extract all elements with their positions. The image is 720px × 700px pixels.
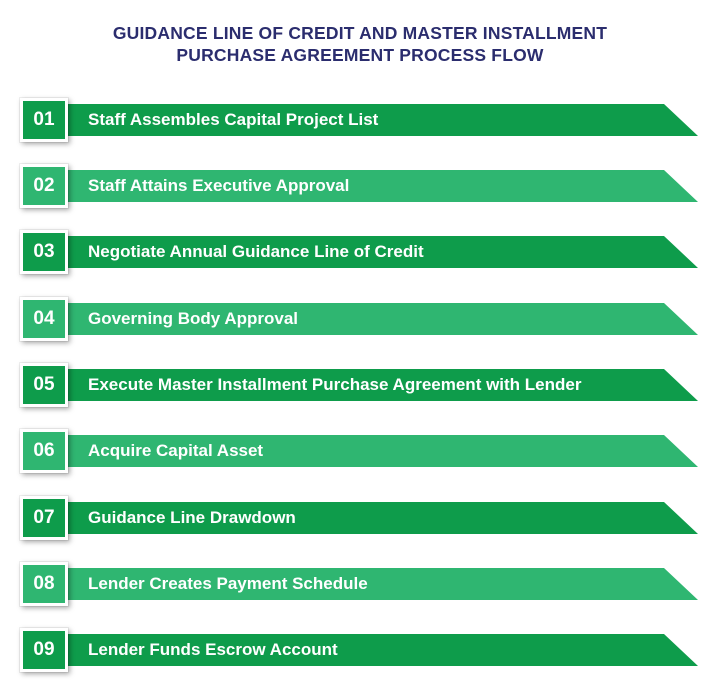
step-label: Execute Master Installment Purchase Agreement with Lender xyxy=(88,375,582,394)
step-number-box xyxy=(20,562,68,606)
step-number-box xyxy=(20,496,68,540)
step-label: Staff Assembles Capital Project List xyxy=(88,110,379,129)
step-04 xyxy=(20,297,700,341)
step-label: Negotiate Annual Guidance Line of Credit xyxy=(88,242,424,261)
step-number-box xyxy=(20,230,68,274)
step-number-box xyxy=(20,297,68,341)
step-number: 09 xyxy=(23,631,65,669)
step-02 xyxy=(20,164,700,208)
step-number: 02 xyxy=(23,167,65,205)
step-number-box xyxy=(20,628,68,672)
step-number: 04 xyxy=(23,300,65,338)
step-number: 01 xyxy=(23,101,65,139)
step-06 xyxy=(20,429,700,473)
step-label: Governing Body Approval xyxy=(88,309,299,328)
title-line-2: PURCHASE AGREEMENT PROCESS FLOW xyxy=(176,45,544,65)
step-01 xyxy=(20,98,700,142)
step-label: Acquire Capital Asset xyxy=(88,441,264,460)
step-number-box xyxy=(20,98,68,142)
step-number: 05 xyxy=(23,366,65,404)
step-number: 06 xyxy=(23,432,65,470)
step-label: Guidance Line Drawdown xyxy=(88,508,296,527)
step-number: 07 xyxy=(23,499,65,537)
step-08 xyxy=(20,562,700,606)
step-number-box xyxy=(20,363,68,407)
step-07 xyxy=(20,496,700,540)
step-label: Staff Attains Executive Approval xyxy=(88,176,350,195)
step-05 xyxy=(20,363,700,407)
step-label: Lender Funds Escrow Account xyxy=(88,640,338,659)
step-number-box xyxy=(20,164,68,208)
step-number: 03 xyxy=(23,233,65,271)
title-line-1: GUIDANCE LINE OF CREDIT AND MASTER INSTALLMENT xyxy=(112,23,608,43)
step-09 xyxy=(20,628,700,672)
step-number: 08 xyxy=(23,565,65,603)
step-03 xyxy=(20,230,700,274)
step-label: Lender Creates Payment Schedule xyxy=(88,574,368,593)
step-number-box xyxy=(20,429,68,473)
